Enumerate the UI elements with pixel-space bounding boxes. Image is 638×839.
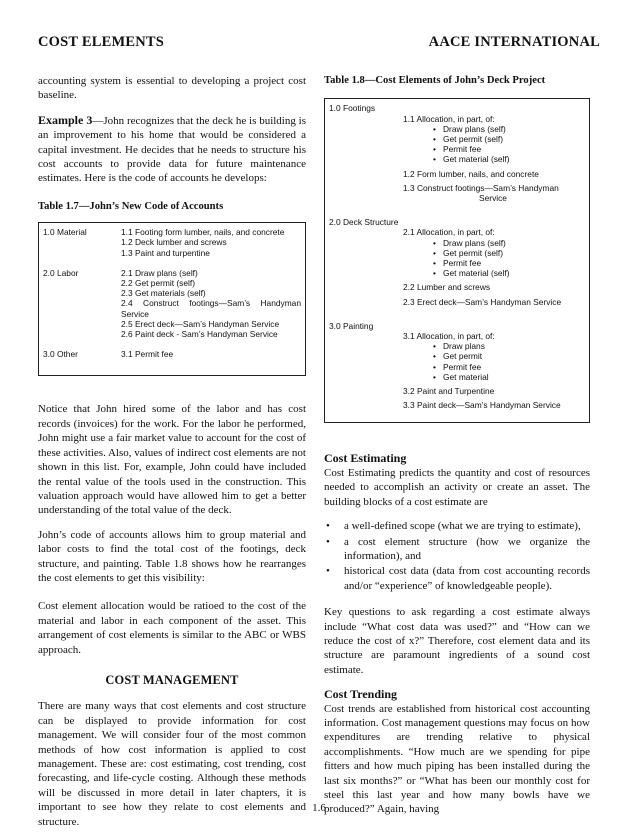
example-text: —John recognizes that the deck he is building is an improvement to his home that would be considered a capital investment. He decides that he needs to structure his cost accounts to provide data for future maintenance estimates. Here is the code of accounts he develops: [38,114,306,185]
table-1-7-item: 1.3 Paint and turpentine [121,247,210,258]
example-label: Example 3 [38,112,93,127]
table-1-7-item: 2.2 Get permit (self) [121,278,196,289]
table-1-8-bullet: • Draw plans [329,341,583,351]
table-1-8-bullet: • Draw plans (self) [329,238,583,248]
table-1-8-line: 3.2 Paint and Turpentine [403,386,495,397]
table-1-7-group [43,349,301,359]
table-1-8-section-title: 2.0 Deck Structure [329,217,399,228]
running-header-right: AACE INTERNATIONAL [428,34,600,50]
table-1-7-group [43,227,301,258]
table-1-8-bullet: • Get permit (self) [329,134,583,144]
list-item: • historical cost data (data from cost accounting records and/or “experience” of knowledgeable people). [324,564,590,593]
table-1-8-bullet: • Get material (self) [329,154,583,164]
table-1-7-category: 3.0 Other [43,349,78,360]
table-1-7-item: 2.5 Erect deck—Sam’s Handyman Service [121,318,280,329]
table-1-7-group [43,268,301,339]
table-1-8-line: 2.3 Erect deck—Sam’s Handyman Service [403,296,562,307]
table-1-7-item: 1.1 Footing form lumber, nails, and concrete [121,227,285,238]
table-1-7-item: 2.4 Construct footings—Sam’s Handyman Service [121,298,301,319]
table-1-8-section [329,103,583,203]
heading-cost-trending: Cost Trending [324,687,398,702]
table-1-8-bullet: • Get permit (self) [329,248,583,258]
paragraph-cost-estimating: Cost Estimating predicts the quantity and cost of resources needed to accomplish an activity or create an asset. The building blocks of a cost estimate are [324,466,590,508]
paragraph-key-questions: Key questions to ask regarding a cost estimate always include “What cost data was used?” and “How can we reduce the cost of x?” Therefore, cost element data and its structure are paramount ingredients of a sound cost estimate. [324,606,590,676]
table-1-7-item: 2.6 Paint deck - Sam’s Handyman Service [121,329,278,340]
section-heading-cost-management: COST MANAGEMENT [105,672,239,687]
right-column [324,74,590,827]
table-1-8-line: 2.1 Allocation, in part, of: [403,227,495,238]
table-1-7-category: 2.0 Labor [43,267,79,278]
table-1-8-bullet: • Get permit [329,351,583,361]
paragraph-cost-trending: Cost trends are established from historical cost accounting information. Cost management questions may focus on how expenditures are trending relative to physical accomplishments. “How much are we spending for pipe fitters and how much piping has been installed during the last six months?” or “What has been our monthly cost for steel this last year and how many bowls have we produced?” Again, having [324,702,590,816]
table-1-8-section-title: 1.0 Footings [329,103,376,114]
table-1-8-bullet: • Permit fee [329,258,583,268]
table-1-8-bullet: • Get material (self) [329,268,583,278]
heading-cost-estimating: Cost Estimating [324,451,407,466]
paragraph-cost-management: There are many ways that cost elements and cost structure can be displayed to provide information for cost management. We will consider four of the most common methods of how cost information is applied to cost management. These are: cost estimating, cost trending, cost forecasting, and life-cycle costing. Although these methods will be discussed in more detail in later chapters, it is important to see how they relate to cost elements and structure. [38,700,306,828]
example-paragraph [38,113,306,186]
list-item: • a cost element structure (how we organize the information), and [324,535,590,564]
table-1-8-bullet: • Permit fee [329,144,583,154]
table-1-8-bullet: • Draw plans (self) [329,124,583,134]
table-1-7-caption: Table 1.7—John’s New Code of Accounts [38,200,224,212]
paragraph-allocation: Cost element allocation would be ratioed to the cost of the material and labor in each component of the asset. This arrangement of cost elements is similar to the ABC or WBS approach. [38,600,306,656]
page-number: 1.6 [312,802,326,814]
table-1-8 [324,98,590,423]
table-1-8-line: 1.1 Allocation, in part, of: [403,113,495,124]
table-1-7-category: 1.0 Material [43,227,87,238]
table-1-8-section [329,321,583,411]
running-header-left: COST ELEMENTS [38,34,165,50]
table-1-8-line: 1.2 Form lumber, nails, and concrete [403,168,539,179]
estimate-building-blocks-list [324,519,590,593]
left-column [38,74,306,839]
table-1-8-line: 2.2 Lumber and screws [403,282,491,293]
table-1-7-item: 2.3 Get materials (self) [121,288,206,299]
table-1-8-caption: Table 1.8—Cost Elements of John’s Deck Project [324,75,546,86]
table-1-7-item: 3.1 Permit fee [121,349,174,360]
table-1-8-bullet: • Permit fee [329,362,583,372]
table-1-8-bullet: • Get material [329,372,583,382]
table-1-7-item: 1.2 Deck lumber and screws [121,237,227,248]
intro-paragraph: accounting system is essential to developing a project cost baseline. [38,75,306,102]
paragraph-notice: Notice that John hired some of the labor and has cost records (invoices) for the work. For the labor he performed, John might use a fair market value to account for the cost of these activities. Also, values of indirect cost elements are not shown in this list. For, example, John could have included the rental value of the tools used in the construction. This valuation approach would have allowed him to get a better understanding of the total value of the deck. [38,403,306,517]
table-1-8-line: 3.3 Paint deck—Sam’s Handyman Service [403,400,561,411]
table-1-8-line: 3.1 Allocation, in part, of: [403,331,495,342]
table-1-7-item: 2.1 Draw plans (self) [121,267,198,278]
paragraph-code-of-accounts: John’s code of accounts allows him to group material and labor costs to find the total cost of the footings, deck structure, and painting. Table 1.8 shows how he rearranges the cost elements to get this visibility: [38,528,306,584]
table-1-7 [38,222,306,376]
table-1-8-line: Service [479,193,507,204]
table-1-8-section [329,217,583,307]
table-1-8-line: 1.3 Construct footings—Sam’s Handyman [403,182,559,193]
list-item: • a well-defined scope (what we are trying to estimate), [324,519,590,533]
table-1-8-section-title: 3.0 Painting [329,320,374,331]
